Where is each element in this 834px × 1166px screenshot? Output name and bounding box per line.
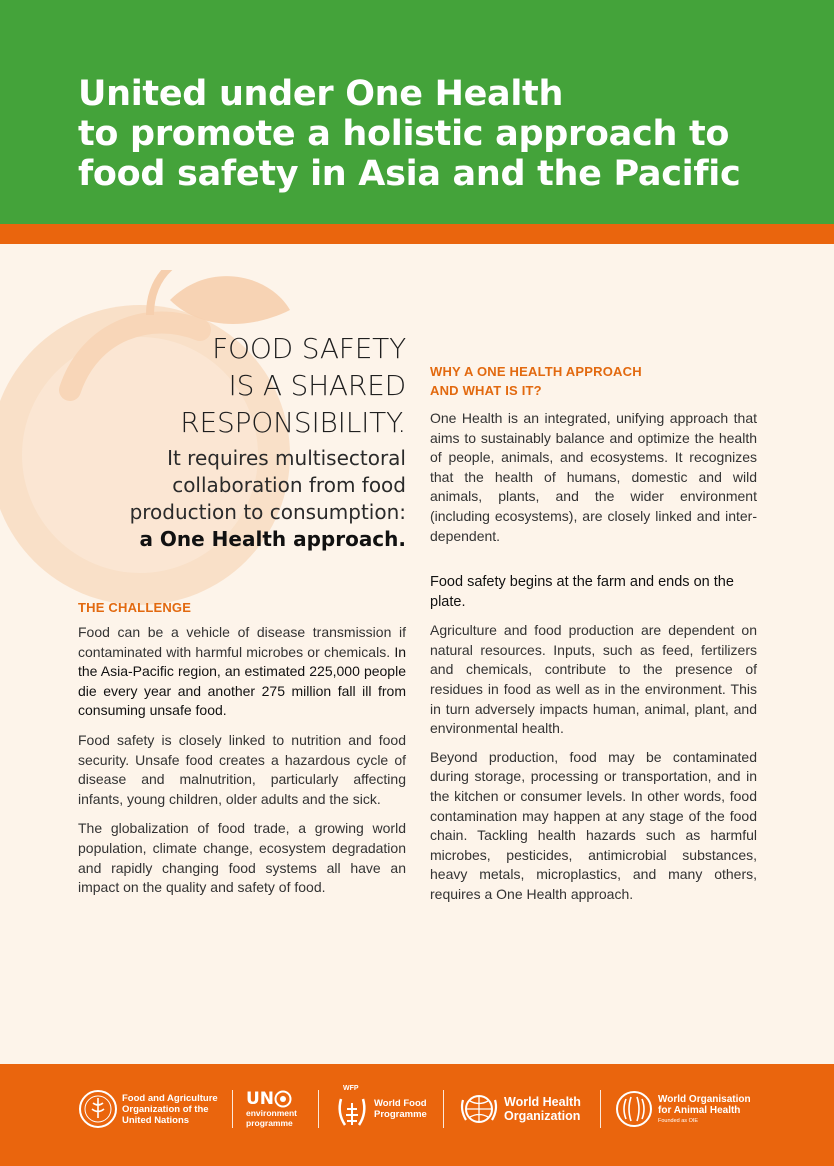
headline-line: FOOD SAFETY bbox=[212, 332, 406, 365]
fao-logo-icon bbox=[78, 1089, 118, 1129]
who-name-line: World Health bbox=[504, 1095, 581, 1109]
woah-logo-icon bbox=[614, 1089, 654, 1129]
challenge-heading: THE CHALLENGE bbox=[78, 600, 192, 615]
unep-name bbox=[246, 1108, 297, 1128]
sub-line: It requires multisectoral bbox=[167, 446, 406, 470]
logo-divider bbox=[443, 1090, 444, 1128]
woah-logo bbox=[614, 1086, 751, 1132]
logo-divider bbox=[600, 1090, 601, 1128]
unep-logo-icon bbox=[246, 1090, 297, 1128]
title-line: United under One Health bbox=[78, 74, 564, 114]
wfp-name-line: Programme bbox=[374, 1109, 427, 1120]
one-health-section bbox=[430, 362, 757, 904]
header-banner bbox=[0, 0, 834, 224]
unep-name-line: programme bbox=[246, 1118, 293, 1128]
who-logo-icon bbox=[458, 1088, 500, 1130]
logo-divider bbox=[232, 1090, 233, 1128]
fao-name-line: Organization of the bbox=[122, 1103, 209, 1115]
lead-headline bbox=[60, 330, 406, 441]
woah-name-line: for Animal Health bbox=[658, 1105, 741, 1116]
who-name-line: Organization bbox=[504, 1109, 581, 1123]
fao-name bbox=[122, 1093, 218, 1126]
unep-mark: UN bbox=[246, 1089, 275, 1109]
lead-statement bbox=[60, 330, 406, 553]
farm-to-plate-subhead: Food safety begins at the farm and ends on the plate. bbox=[430, 574, 734, 611]
challenge-paragraph-2: Food safety is closely linked to nutrition and food security. Unsafe food creates a hazardous cycle of disease and malnutrition, particularly affecting infants, young children, older adults and the sick. bbox=[78, 731, 406, 807]
wfp-mark: WFP bbox=[343, 1085, 359, 1092]
heading-line: AND WHAT IS IT? bbox=[430, 383, 542, 398]
one-health-paragraph-3: Beyond production, food may be contaminated during storage, processing or transportation, and in the kitchen or consumer levels. In other words, food contamination may happen at any stage of the food chain. Tackling health hazards such as harmful microbes, pesticides, antimicrobial substances, heavy metals, microplastics, and many others, requires a One Health approach. bbox=[430, 748, 757, 902]
sub-line: production to consumption: bbox=[129, 500, 406, 524]
unep-name-line: environment bbox=[246, 1108, 298, 1118]
one-health-paragraph-1: One Health is an integrated, unifying approach that aims to sustainably balance and optimize the health of people, animals, and ecosystems. It recognizes that the health of humans, domestic and wild animals, plants, and the wider environment (including ecosystems), are closely linked and inter-dependent. bbox=[430, 410, 757, 544]
fao-name-line: United Nations bbox=[122, 1114, 190, 1126]
sub-strong-line: a One Health approach. bbox=[139, 527, 406, 551]
title-line: food safety in Asia and the Pacific bbox=[78, 154, 741, 194]
sub-line: collaboration from food bbox=[172, 473, 406, 497]
challenge-p1-emphasis: In the Asia-Pacific region, an estimated 225,000 people die every year and another 275 million fall ill from consuming unsafe food. bbox=[78, 643, 406, 719]
wfp-name-line: World Food bbox=[374, 1098, 427, 1109]
woah-name bbox=[658, 1094, 751, 1125]
one-health-paragraph-2: Agriculture and food production are dependent on natural resources. Inputs, such as feed, fertilizers and chemicals, contribute to the presence of residues in food as well as in the environment. This in turn adversely impacts human, animal, plant, and environmental health. bbox=[430, 622, 757, 737]
fao-name-line: Food and Agriculture bbox=[122, 1092, 218, 1104]
lead-subtext bbox=[60, 445, 406, 553]
unep-globe-icon bbox=[274, 1090, 292, 1108]
page-title bbox=[78, 74, 740, 194]
heading-line: WHY A ONE HEALTH APPROACH bbox=[430, 364, 642, 379]
headline-line: RESPONSIBILITY. bbox=[180, 406, 406, 439]
fao-logo bbox=[78, 1086, 218, 1132]
headline-line: IS A SHARED bbox=[228, 369, 406, 402]
who-logo bbox=[458, 1086, 581, 1132]
unep-logo bbox=[246, 1086, 297, 1132]
challenge-paragraph-1 bbox=[78, 623, 406, 721]
accent-band bbox=[0, 224, 834, 244]
woah-name-line: World Organisation bbox=[658, 1093, 751, 1105]
woah-note: Founded as OIE bbox=[658, 1117, 699, 1124]
title-line: to promote a holistic approach to bbox=[78, 114, 730, 154]
challenge-p1-plain: Food can be a vehicle of disease transmission if contaminated with harmful microbes or chemicals. bbox=[78, 624, 406, 660]
logo-divider bbox=[318, 1090, 319, 1128]
wfp-logo bbox=[333, 1086, 427, 1132]
wfp-logo-icon bbox=[333, 1087, 371, 1131]
one-health-heading bbox=[430, 362, 757, 400]
who-name bbox=[504, 1095, 581, 1123]
challenge-paragraph-3: The globalization of food trade, a growing world population, climate change, ecosystem degradation and rapidly changing food systems all have an impact on the quality and safety of food. bbox=[78, 820, 406, 896]
wfp-name bbox=[374, 1098, 427, 1120]
challenge-section bbox=[78, 598, 406, 898]
